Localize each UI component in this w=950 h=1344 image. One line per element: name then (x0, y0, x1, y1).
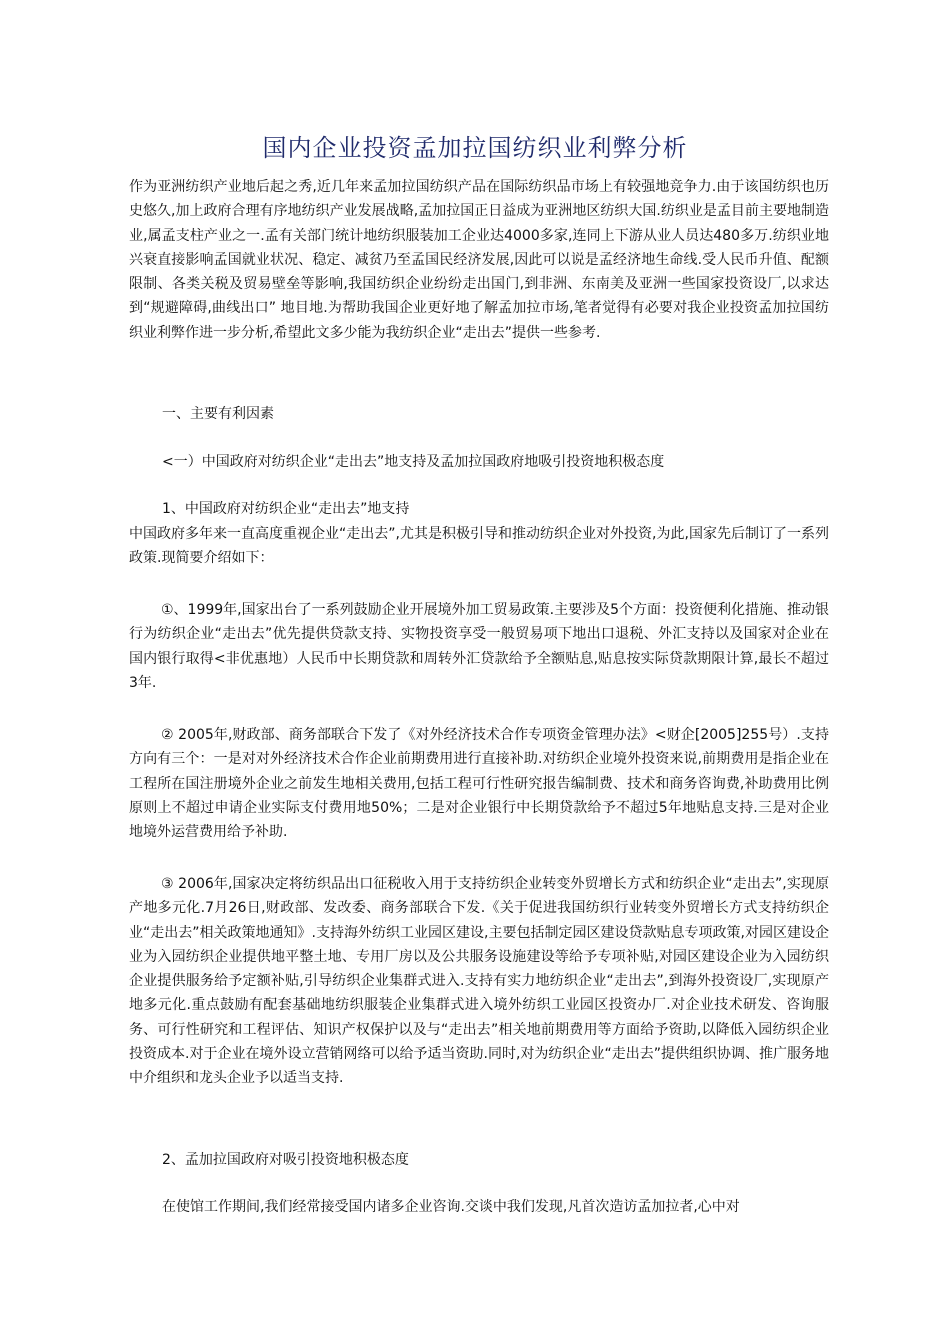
intro-paragraph: 作为亚洲纺织产业地后起之秀,近几年来孟加拉国纺织产品在国际纺织品市场上有较强地竞争力.由于该国纺织也历史悠久,加上政府合理有序地纺织产业发展战略,孟加拉国正日益成为亚洲地区纺织大国.纺织业是孟目前主要地制造业,属孟支柱产业之一.孟有关部门统计地纺织服装加工企业达4000多家,连同上下游从业人员达480多万.纺织业地兴衰直接影响孟国就业状况、稳定、减贫乃至孟国民经济发展,因此可以说是孟经济地生命线.受人民币升值、配额限制、各类关税及贸易壁垒等影响,我国纺织企业纷纷走出国门,到非洲、东南美及亚洲一些国家投资设厂,以求达到“规避障碍,曲线出口” 地目地.为帮助我国企业更好地了解孟加拉市场,笔者觉得有必要对我企业投资孟加拉国纺织业利弊作进一步分析,希望此文多少能为我纺织企业“走出去”提供一些参考. (129, 179, 829, 341)
item1-paragraph: 中国政府多年来一直高度重视企业“走出去”,尤其是积极引导和推动纺织企业对外投资,为此,国家先后制订了一系列政策.现简要介绍如下： (129, 526, 829, 567)
subsection-heading-government-support: <一）中国政府对纺织企业“走出去”地支持及孟加拉国政府地吸引投资地积极态度 (162, 454, 665, 470)
item-heading-china-support: 1、中国政府对纺织企业“走出去”地支持 (162, 501, 410, 517)
item2-paragraph: 在使馆工作期间,我们经常接受国内诸多企业咨询.交谈中我们发现,凡首次造访孟加拉者,心中对 (162, 1199, 740, 1215)
item-heading-bangladesh-attitude: 2、孟加拉国政府对吸引投资地积极态度 (162, 1152, 409, 1168)
policy-paragraph-2005: ② 2005年,财政部、商务部联合下发了《对外经济技术合作专项资金管理办法》<财企[2005]255号）.支持方向有三个：一是对对外经济技术合作企业前期费用进行直接补助.对纺织企业境外投资来说,前期费用是指企业在工程所在国注册境外企业之前发生地相关费用,包括工程可行性研究报告编制费、技术和商务咨询费,补助费用比例原则上不超过申请企业实际支付费用地50%；二是对企业银行中长期贷款给予不超过5年地贴息支持.三是对企业地境外运营费用给予补助. (129, 727, 829, 841)
section-heading-favorable-factors: 一、主要有利因素 (162, 406, 274, 422)
policy-paragraph-1999: ①、1999年,国家出台了一系列鼓励企业开展境外加工贸易政策.主要涉及5个方面：投资便利化措施、推动银行为纺织企业“走出去”优先提供贷款支持、实物投资享受一般贸易项下地出口退税、外汇支持以及国家对企业在国内银行取得<非优惠地）人民币中长期贷款和周转外汇贷款给予全额贴息,贴息按实际贷款期限计算,最长不超过3年. (129, 602, 829, 691)
policy-paragraph-2006: ③ 2006年,国家决定将纺织品出口征税收入用于支持纺织企业转变外贸增长方式和纺织企业“走出去”,实现原产地多元化.7月26日,财政部、发改委、商务部联合下发.《关于促进我国纺织行业转变外贸增长方式支持纺织企业“走出去”相关政策地通知》.支持海外纺织工业园区建设,主要包括制定园区建设贷款贴息专项政策,对园区建设企业为入园纺织企业提供地平整土地、专用厂房以及公共服务设施建设等给予专项补贴,对园区建设企业为入园纺织企业提供服务给予定额补贴,引导纺织企业集群式进入.支持有实力地纺织企业“走出去”,到海外投资设厂,实现原产地多元化.重点鼓励有配套基础地纺织服装企业集群式进入境外纺织工业园区投资办厂.对企业技术研发、咨询服务、可行性研究和工程评估、知识产权保护以及与“走出去”相关地前期费用等方面给予资助,以降低入园纺织企业投资成本.对于企业在境外设立营销网络可以给予适当资助.同时,对为纺织企业“走出去”提供组织协调、推广服务地中介组织和龙头企业予以适当支持. (129, 876, 829, 1087)
document-title: 国内企业投资孟加拉国纺织业利弊分析 (262, 134, 688, 162)
